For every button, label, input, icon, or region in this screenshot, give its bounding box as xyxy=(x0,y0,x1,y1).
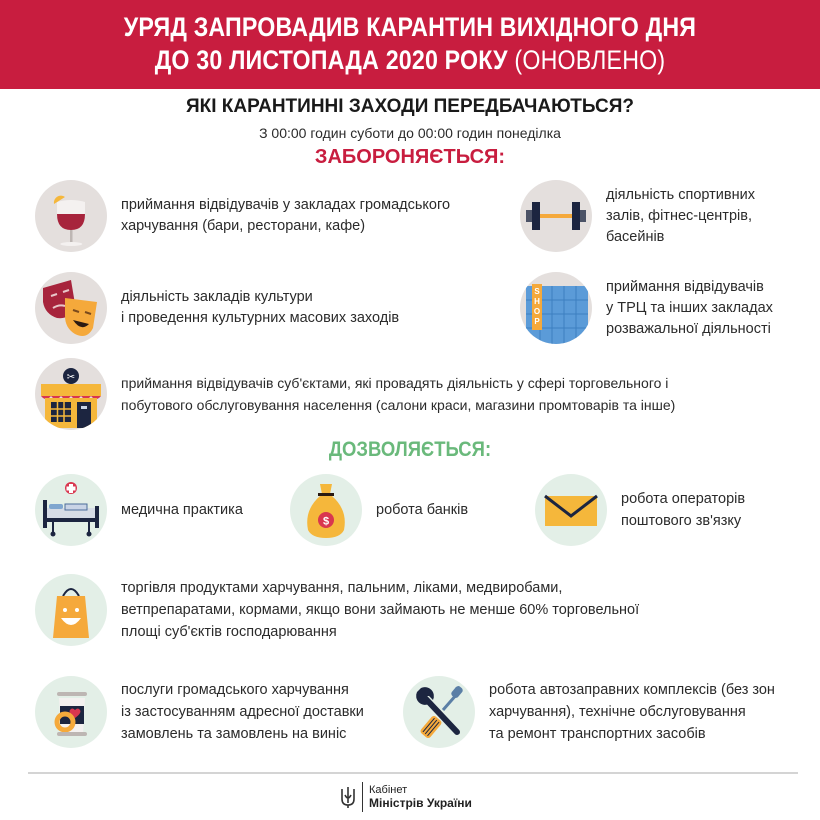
item-text-line: приймання відвідувачів у закладах громадського xyxy=(121,197,451,213)
svg-text:✂: ✂ xyxy=(66,372,76,383)
item-text-line: діяльність спортивних xyxy=(606,186,755,203)
item-text-line: басейнів xyxy=(606,228,665,245)
takeaway-coffee-icon xyxy=(35,676,107,748)
allowed-item-postal xyxy=(535,474,745,546)
item-text-line: ветпрепаратами, кормами, якщо вони займають не менше 60% торговельної xyxy=(121,602,640,618)
svg-text:S: S xyxy=(534,287,540,296)
footer-divider xyxy=(28,772,798,774)
item-text-line: поштового зв'язку xyxy=(621,513,742,529)
item-text-line: приймання відвідувачів xyxy=(606,278,764,295)
forbidden-heading: ЗАБОРОНЯЄТЬСЯ: xyxy=(314,146,506,168)
item-text-line: харчування), технічне обслуговування xyxy=(489,704,746,720)
allowed-item-banks xyxy=(290,474,468,546)
footer-logo xyxy=(340,782,472,812)
banner-line-1: УРЯД ЗАПРОВАДИВ КАРАНТИН ВИХІДНОГО ДНЯ xyxy=(123,12,697,42)
item-text-line: та ремонт транспортних засобів xyxy=(489,726,706,742)
item-text-line: медична практика xyxy=(121,502,243,518)
question-subtitle: З 00:00 годин суботи до 00:00 годин понеділка xyxy=(259,125,561,141)
item-text-line: харчування (бари, ресторани, кафе) xyxy=(121,218,366,234)
item-text-line: торгівля продуктами харчування, пальним, ліками, медвиробами, xyxy=(121,580,563,596)
barber-shop-icon xyxy=(35,358,107,430)
item-text-line: приймання відвідувачів суб'єктами, які провадять діяльність у сфері торговельного і xyxy=(121,375,669,391)
wrench-screwdriver-icon xyxy=(403,676,475,748)
allowed-heading: ДОЗВОЛЯЄТЬСЯ: xyxy=(328,438,492,461)
allowed-item-car-service xyxy=(403,676,775,748)
banner-updated-note: (ОНОВЛЕНО) xyxy=(514,45,666,75)
footer-separator xyxy=(362,782,363,812)
item-text-line: і проведення культурних масових заходів xyxy=(121,310,400,326)
forbidden-item-restaurants xyxy=(35,180,450,252)
item-text-line: робота автозаправних комплексів (без зон xyxy=(489,682,775,698)
svg-text:H: H xyxy=(534,297,540,306)
svg-text:$: $ xyxy=(322,515,330,528)
item-text-line: у ТРЦ та інших закладах xyxy=(606,299,773,316)
forbidden-item-malls xyxy=(520,272,773,344)
item-text-line: із застосуванням адресної доставки xyxy=(121,704,364,720)
item-text-line: робота банків xyxy=(376,502,469,518)
wine-glass-icon xyxy=(35,180,107,252)
allowed-item-takeaway xyxy=(35,676,364,748)
dumbbell-icon xyxy=(520,180,592,252)
item-text-line: замовлень та замовлень на виніс xyxy=(121,726,347,742)
money-bag-icon xyxy=(290,474,362,546)
footer-line-2: Міністрів України xyxy=(369,796,472,810)
allowed-item-medical xyxy=(35,474,243,546)
theater-masks-icon xyxy=(35,272,107,344)
svg-text:O: O xyxy=(533,307,541,316)
allowed-item-groceries xyxy=(35,574,639,646)
question-title: ЯКІ КАРАНТИННІ ЗАХОДИ ПЕРЕДБАЧАЮТЬСЯ? xyxy=(185,96,635,117)
title-banner xyxy=(0,0,820,89)
banner-line-2-bold: ДО 30 ЛИСТОПАДА 2020 РОКУ xyxy=(154,45,508,75)
item-text-line: побутового обслуговування населення (салони краси, магазини промтоварів та інше) xyxy=(121,397,676,413)
footer-line-1: Кабінет xyxy=(369,784,408,796)
banner-line-2 xyxy=(57,44,762,77)
item-text-line: послуги громадського харчування xyxy=(121,682,349,698)
item-text-line: площі суб'єктів господарювання xyxy=(121,624,337,640)
item-text-line: діяльність закладів культури xyxy=(121,289,313,305)
shopping-bag-icon xyxy=(35,574,107,646)
item-text-line: розважальної діяльності xyxy=(606,320,771,337)
forbidden-item-services xyxy=(35,358,675,430)
item-text-line: робота операторів xyxy=(621,491,746,507)
hospital-bed-icon xyxy=(35,474,107,546)
forbidden-item-sports xyxy=(520,180,755,252)
forbidden-item-culture xyxy=(35,272,399,344)
item-text-line: залів, фітнес-центрів, xyxy=(606,207,752,224)
trident-icon xyxy=(340,785,356,809)
svg-text:P: P xyxy=(534,317,540,326)
envelope-icon xyxy=(535,474,607,546)
shopping-mall-icon xyxy=(520,272,592,344)
